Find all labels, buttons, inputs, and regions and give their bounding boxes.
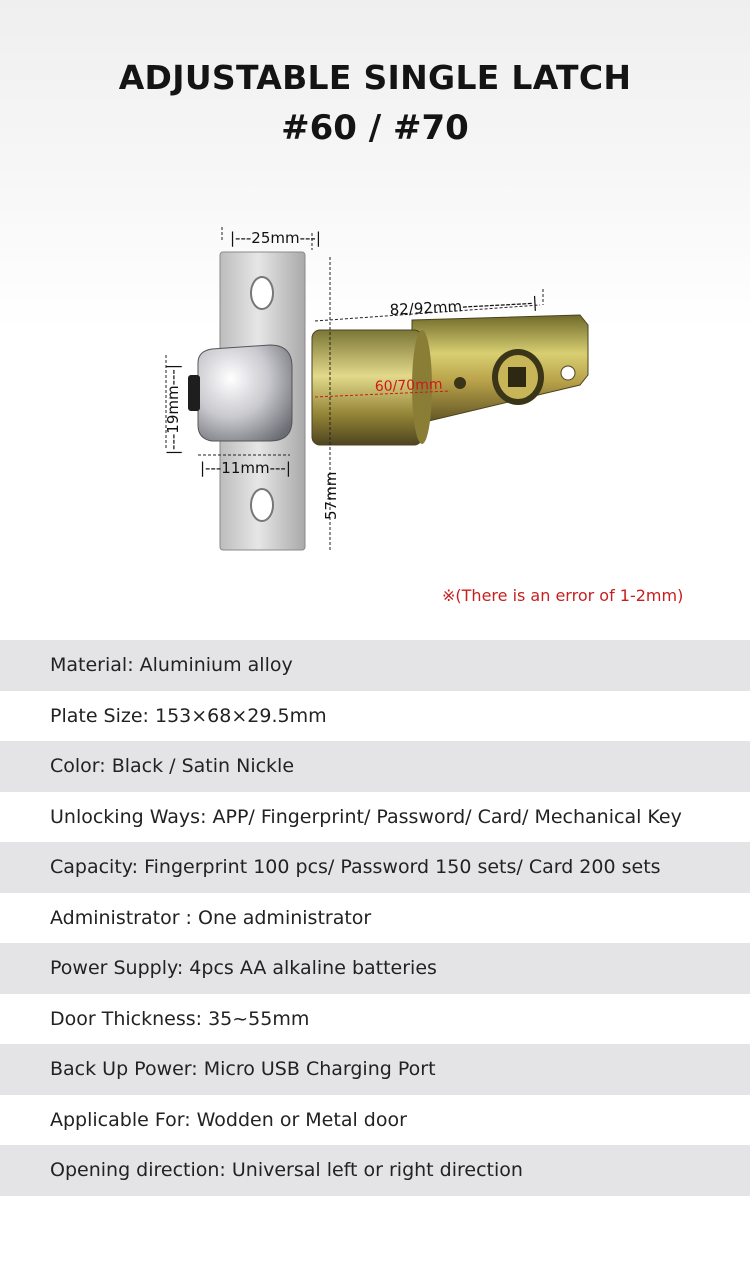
- spec-row-unlocking-ways: Unlocking Ways: APP/ Fingerprint/ Password/ Card/ Mechanical Key: [0, 792, 750, 843]
- latch-bolt: [188, 345, 292, 441]
- spec-row-plate-size: Plate Size: 153×68×29.5mm: [0, 691, 750, 742]
- latch-housing: [412, 315, 588, 425]
- product-title: ADJUSTABLE SINGLE LATCH: [118, 58, 632, 97]
- latch-product-image: [150, 215, 610, 560]
- spec-row-capacity: Capacity: Fingerprint 100 pcs/ Password 150 sets/ Card 200 sets: [0, 842, 750, 893]
- bolt-height-label: |---19mm---|: [164, 364, 182, 455]
- bolt-projection-label: |---11mm---|: [200, 459, 291, 477]
- spec-row-color: Color: Black / Satin Nickle: [0, 741, 750, 792]
- spec-row-opening-direction: Opening direction: Universal left or right direction: [0, 1145, 750, 1196]
- hero-section: [0, 0, 750, 630]
- spec-row-material: Material: Aluminium alloy: [0, 640, 750, 691]
- spec-row-applicable-for: Applicable For: Wodden or Metal door: [0, 1095, 750, 1146]
- backset-label: 82/92mm-------------|: [389, 293, 538, 319]
- spec-row-backup-power: Back Up Power: Micro USB Charging Port: [0, 1044, 750, 1095]
- tolerance-note: ※(There is an error of 1-2mm): [442, 586, 684, 605]
- plate-width-label: |---25mm---|: [230, 229, 321, 247]
- spec-table: [0, 640, 750, 1196]
- spec-row-power-supply: Power Supply: 4pcs AA alkaline batteries: [0, 943, 750, 994]
- spec-row-door-thickness: Door Thickness: 35~55mm: [0, 994, 750, 1045]
- product-model: #60 / #70: [281, 108, 469, 148]
- plate-height-label: 57mm: [322, 471, 340, 520]
- backset-red-label: 60/70mm: [374, 376, 443, 395]
- spec-row-administrator: Administrator : One administrator: [0, 893, 750, 944]
